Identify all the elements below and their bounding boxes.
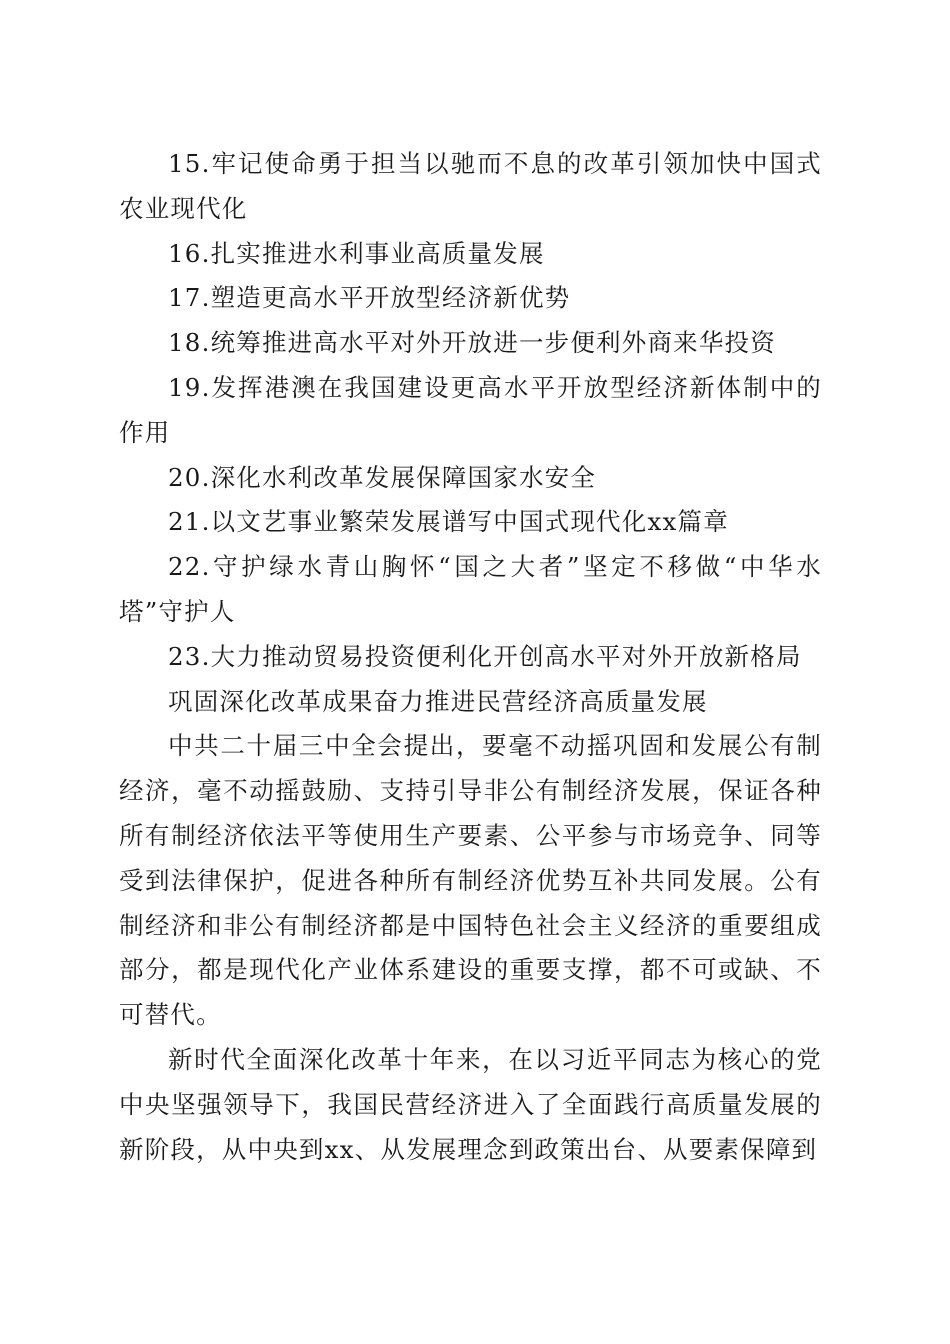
paragraph-2: 新时代全面深化改革十年来，在以习近平同志为核心的党中央坚强领导下，我国民营经济进入了全面践行高质量发展的新阶段，从中央到xx、从发展理念到政策出台、从要素保障到 bbox=[119, 1044, 822, 1164]
list-item-17: 17.塑造更高水平开放型经济新优势 bbox=[168, 283, 571, 313]
list-item-23: 23.大力推动贸易投资便利化开创高水平对外开放新格局 bbox=[168, 641, 802, 671]
list-item-15: 15.牢记使命勇于担当以驰而不息的改革引领加快中国式农业现代化 bbox=[119, 149, 822, 223]
list-item-22: 22.守护绿水青山胸怀“国之大者”坚定不移做“中华水塔”守护人 bbox=[119, 552, 822, 626]
list-item-16: 16.扎实推进水利事业高质量发展 bbox=[168, 238, 545, 268]
list-item-18: 18.统筹推进高水平对外开放进一步便利外商来华投资 bbox=[168, 328, 776, 358]
list-item-21: 21.以文艺事业繁荣发展谱写中国式现代化xx篇章 bbox=[168, 507, 729, 537]
article-title: 巩固深化改革成果奋力推进民营经济高质量发展 bbox=[168, 686, 708, 716]
list-item-20: 20.深化水利改革发展保障国家水安全 bbox=[168, 462, 597, 492]
document-body bbox=[119, 142, 822, 1172]
paragraph-1: 中共二十届三中全会提出，要毫不动摇巩固和发展公有制经济，毫不动摇鼓励、支持引导非公有制经济发展，保证各种所有制经济依法平等使用生产要素、公平参与市场竞争、同等受到法律保护，促进各种所有制经济优势互补共同发展。公有制经济和非公有制经济都是中国特色社会主义经济的重要组成部分，都是现代化产业体系建设的重要支撑，都不可或缺、不可替代。 bbox=[119, 731, 822, 1030]
list-item-19: 19.发挥港澳在我国建设更高水平开放型经济新体制中的作用 bbox=[119, 372, 822, 447]
